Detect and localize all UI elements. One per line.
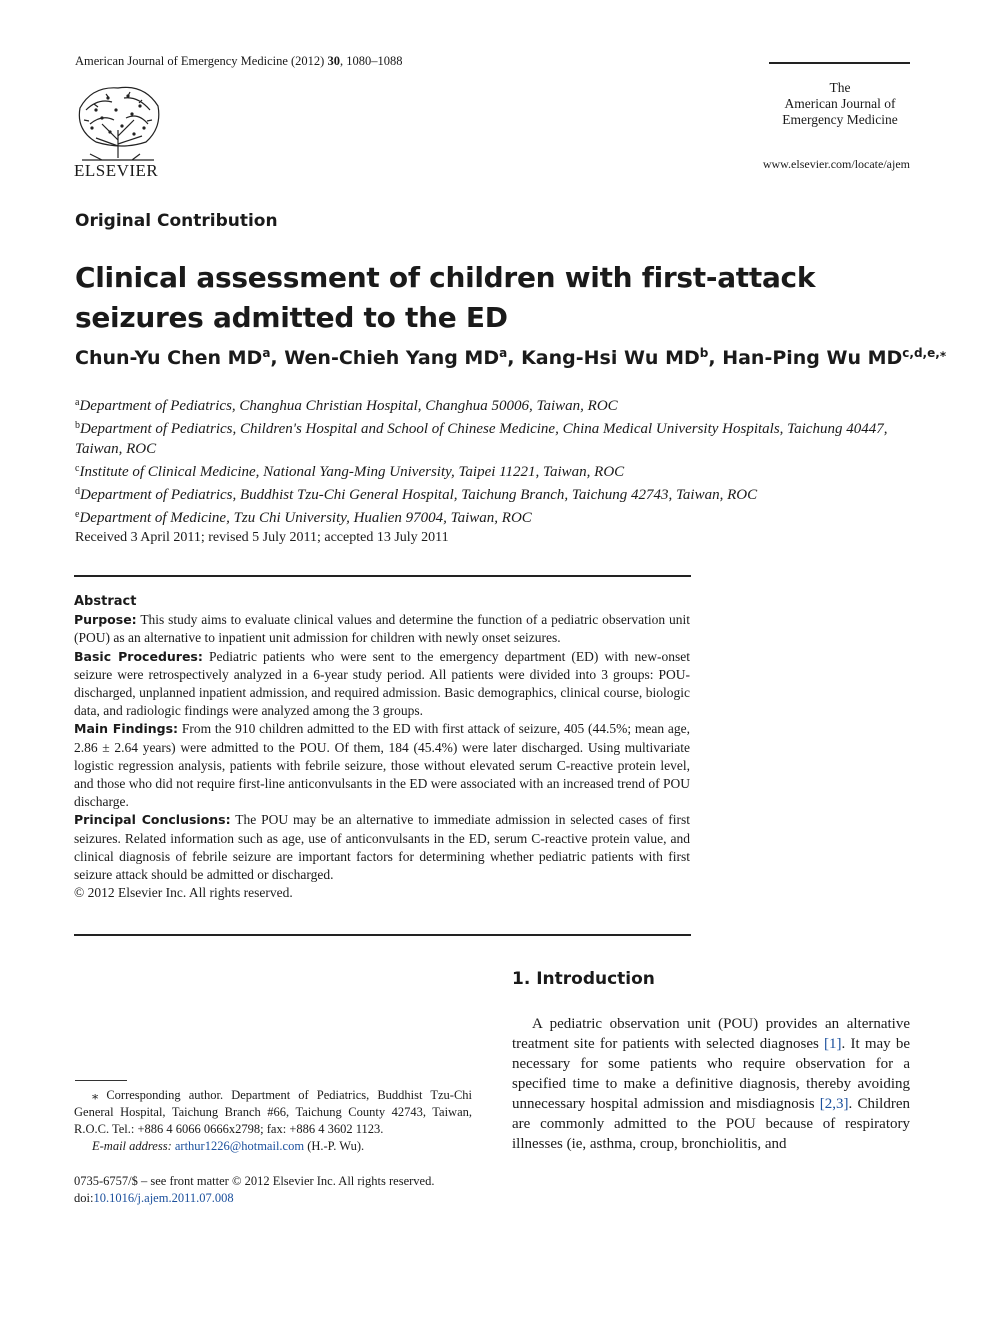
journal-name-block bbox=[760, 80, 920, 128]
author-affiliation-mark: c,d,e,⁎ bbox=[902, 346, 947, 360]
intro-text-part: A pediatric observation unit (POU) provides an alternative treatment site for patients with selected diagnoses bbox=[512, 1016, 910, 1052]
citation-pages: , 1080–1088 bbox=[339, 54, 403, 68]
citation-link-2-3[interactable]: [2,3] bbox=[819, 1096, 849, 1112]
article-history-dates: Received 3 April 2011; revised 5 July 2011; accepted 13 July 2011 bbox=[75, 530, 449, 545]
author-affiliation-mark: a bbox=[262, 346, 271, 360]
abstract-findings-label: Main Findings: bbox=[74, 721, 179, 737]
citation-prefix: American Journal of Emergency Medicine (2012) bbox=[75, 54, 328, 68]
front-matter bbox=[74, 1173, 434, 1207]
corresponding-author-text: ⁎ Corresponding author. Department of Pediatrics, Buddhist Tzu-Chi General Hospital, Taichung Branch #66, Taichung County 42743, Taiwan, R.O.C. Tel.: +886 4 6066 0666x2798; fax: +886 4 3602 1123. bbox=[74, 1088, 472, 1136]
author-name: Wen-Chieh Yang MD bbox=[284, 347, 500, 369]
affiliation-item bbox=[75, 459, 915, 482]
introduction-paragraph bbox=[512, 1014, 910, 1154]
affiliation-text: Institute of Clinical Medicine, National Yang-Ming University, Taipei 11221, Taiwan, ROC bbox=[79, 464, 625, 480]
author-name: Kang-Hsi Wu MD bbox=[521, 347, 700, 369]
doi-label: doi: bbox=[74, 1191, 94, 1205]
intro-text-part: . Children are commonly admitted to the POU because of respiratory illnesses (ie, asthma, croup, bronchiolitis, and bbox=[512, 1096, 910, 1152]
abstract-purpose-text: This study aims to evaluate clinical values and determine the function of a pediatric observation unit (POU) as an alternative to inpatient unit admission for children with newly onset seizures. bbox=[74, 612, 690, 646]
abstract-findings bbox=[74, 720, 690, 811]
author-separator: , bbox=[708, 347, 723, 369]
affiliation-text: Department of Pediatrics, Children's Hospital and School of Chinese Medicine, China Medical University Hospitals, Taichung 40447, Taiwan, ROC bbox=[75, 421, 888, 457]
introduction-heading: 1. Introduction bbox=[512, 969, 655, 989]
doi-link[interactable]: 10.1016/j.ajem.2011.07.008 bbox=[93, 1191, 234, 1205]
journal-url[interactable]: www.elsevier.com/locate/ajem bbox=[762, 157, 910, 171]
abstract-conclusions bbox=[74, 811, 690, 884]
footnote-rule bbox=[75, 1080, 127, 1081]
affiliation-item bbox=[75, 505, 915, 528]
journal-header-rule bbox=[769, 62, 910, 64]
email-label: E-mail address: bbox=[92, 1139, 172, 1153]
affiliation-item bbox=[75, 416, 915, 459]
email-link[interactable]: arthur1226@hotmail.com bbox=[174, 1139, 305, 1153]
affiliation-text: Department of Medicine, Tzu Chi University, Hualien 97004, Taiwan, ROC bbox=[79, 510, 532, 526]
citation-volume: 30 bbox=[327, 54, 340, 68]
author-affiliation-mark: a bbox=[499, 346, 508, 360]
email-line bbox=[74, 1138, 472, 1155]
author-separator: , bbox=[270, 347, 285, 369]
doi-line bbox=[74, 1190, 434, 1207]
abstract-findings-text: From the 910 children admitted to the ED with first attack of seizure, 405 (44.5%; mean age, 2.86 ± 2.64 years) were admitted to the POU. Of them, 184 (45.4%) were later discharged. Using multivariate logistic regression analysis, patients with febrile seizure, those without elevated serum C-reactive protein level, and those who did not require first-line anticonvulsants in the ED were associated with an increased trend of POU discharge. bbox=[74, 721, 690, 810]
journal-name-line-1: The bbox=[829, 80, 851, 95]
abstract-purpose-label: Purpose: bbox=[74, 612, 137, 628]
article-title: Clinical assessment of children with first-attack seizures admitted to the ED bbox=[75, 261, 816, 334]
abstract-copyright: © 2012 Elsevier Inc. All rights reserved. bbox=[74, 885, 293, 901]
author-name: Chun-Yu Chen MD bbox=[75, 347, 263, 369]
email-suffix: (H.-P. Wu). bbox=[304, 1139, 365, 1153]
abstract-procedures bbox=[74, 648, 690, 721]
abstract-top-rule bbox=[74, 575, 691, 577]
affiliation-mark: c bbox=[75, 463, 80, 474]
journal-name-line-3: Emergency Medicine bbox=[782, 112, 898, 127]
abstract-bottom-rule bbox=[74, 934, 691, 936]
abstract-procedures-text: Pediatric patients who were sent to the emergency department (ED) with new-onset seizure were retrospectively analyzed in a 6-year study period. All patients were divided into 3 groups: POU-discharged, unplanned inpatient admission, and required admission. Basic demographics, clinical course, biologic data, and radiologic findings were analyzed among the 3 groups. bbox=[74, 648, 691, 719]
intro-text-part: . It may be necessary for some patients who require observation for a specified time to make a definitive diagnosis, thereby avoiding unnecessary hospital admission and misdiagnosis bbox=[512, 1036, 910, 1112]
abstract-conclusions-label: Principal Conclusions: bbox=[74, 812, 231, 828]
abstract-heading: Abstract bbox=[74, 594, 137, 609]
affiliation-text: Department of Pediatrics, Changhua Christian Hospital, Changhua 50006, Taiwan, ROC bbox=[79, 398, 618, 414]
publisher-logo-text: ELSEVIER bbox=[74, 161, 159, 180]
author-name: Han-Ping Wu MD bbox=[722, 347, 903, 369]
abstract-purpose bbox=[74, 611, 690, 647]
affiliation-item bbox=[75, 482, 915, 505]
affiliation-text: Department of Pediatrics, Buddhist Tzu-Chi General Hospital, Taichung Branch, Taichung 42743, Taiwan, ROC bbox=[80, 487, 758, 503]
affiliation-list bbox=[75, 393, 915, 528]
abstract-procedures-label: Basic Procedures: bbox=[74, 648, 203, 664]
abstract-conclusions-text: The POU may be an alternative to immediate admission in selected cases of first seizures. Related information such as age, use of anticonvulsants in the ED, serum C-reactive protein value, and clinical diagnosis of febrile seizure are important factors for determining whether pediatric patients with first seizure attack should be admitted or discharged. bbox=[74, 812, 690, 883]
affiliation-mark: d bbox=[75, 486, 80, 497]
journal-citation bbox=[75, 54, 402, 69]
affiliation-mark: e bbox=[75, 509, 80, 520]
journal-name-line-2: American Journal of bbox=[784, 96, 896, 111]
issn-line: 0735-6757/$ – see front matter © 2012 Elsevier Inc. All rights reserved. bbox=[74, 1174, 435, 1188]
affiliation-mark: a bbox=[75, 397, 80, 408]
author-list bbox=[75, 346, 946, 369]
corresponding-author-footnote bbox=[74, 1087, 472, 1155]
affiliation-mark: b bbox=[75, 420, 80, 431]
article-section-label: Original Contribution bbox=[75, 211, 278, 231]
abstract-block bbox=[74, 593, 690, 902]
author-affiliation-mark: b bbox=[699, 346, 709, 360]
citation-link-1[interactable]: [1] bbox=[824, 1036, 842, 1052]
affiliation-item bbox=[75, 393, 915, 416]
author-separator: , bbox=[507, 347, 522, 369]
